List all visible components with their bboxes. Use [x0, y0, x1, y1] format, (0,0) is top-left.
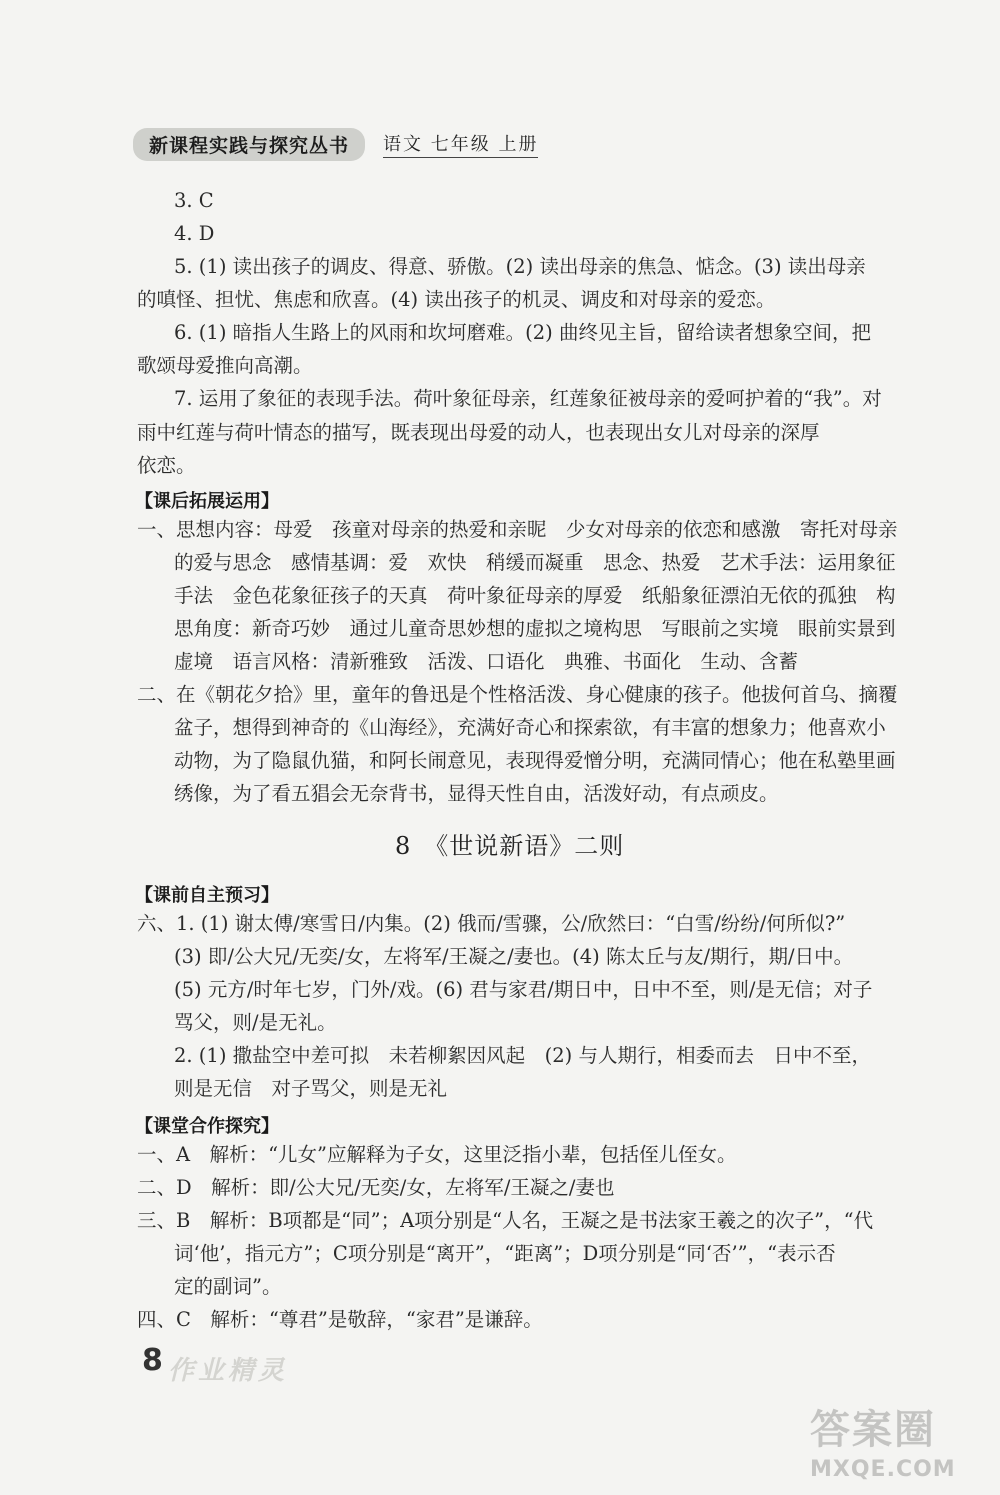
- answer-line: 3. C: [174, 189, 214, 212]
- watermark-url: MXQE.COM: [810, 1457, 956, 1482]
- answer-line: 动物，为了隐鼠仇猫，和阿长闹意见，表现得爱憎分明，充满同情心；他在私塾里画: [174, 749, 896, 772]
- answer-line: 三、B 解析：B项都是“同”；A项分别是“人名，王凝之是书法家王羲之的次子”，“代: [137, 1209, 874, 1232]
- section-heading: 【课前自主预习】: [135, 885, 279, 906]
- answer-line: 虚境 语言风格：清新雅致 活泼、口语化 典雅、书面化 生动、含蓄: [174, 650, 799, 673]
- answer-line: 骂父，则/是无礼。: [174, 1011, 337, 1034]
- answer-line: 一、A 解析：“儿女”应解释为子女，这里泛指小辈，包括侄儿侄女。: [137, 1143, 737, 1166]
- section-heading: 【课堂合作探究】: [135, 1116, 279, 1137]
- answer-line: (3) 即/公大兄/无奕/女，左将军/王凝之/妻也。(4) 陈太丘与友/期行，期/日中。: [174, 945, 854, 968]
- answer-line: 依恋。: [137, 454, 196, 477]
- answer-line: 四、C 解析：“尊君”是敬辞，“家君”是谦辞。: [137, 1308, 543, 1331]
- answer-line: 词‘他’，指元方”；C项分别是“离开”，“距离”；D项分别是“同‘否’”，“表示否: [174, 1242, 836, 1265]
- series-title: 新课程实践与探究丛书: [133, 128, 365, 161]
- answer-line: 绣像，为了看五猖会无奈背书，显得天性自由，活泼好动，有点顽皮。: [174, 782, 779, 805]
- answer-line: 歌颂母爱推向高潮。: [137, 354, 313, 377]
- answer-line: 6. (1) 暗指人生路上的风雨和坎坷磨难。(2) 曲终见主旨，留给读者想象空间，把: [174, 321, 871, 344]
- page-number: 8: [142, 1343, 163, 1378]
- watermark-text: 答案圈: [810, 1407, 936, 1453]
- answer-line: 二、D 解析：即/公大兄/无奕/女，左将军/王凝之/妻也: [137, 1176, 615, 1199]
- answer-line: 的嗔怪、担忧、焦虑和欣喜。(4) 读出孩子的机灵、调皮和对母亲的爱恋。: [137, 288, 776, 311]
- answer-line: 二、在《朝花夕拾》里，童年的鲁迅是个性格活泼、身心健康的孩子。他拔何首乌、摘覆: [137, 683, 898, 706]
- page-header: [133, 130, 538, 158]
- watermark-logo: 作业精灵: [168, 1356, 289, 1386]
- answer-line: 则是无信 对子骂父，则是无礼: [174, 1077, 448, 1100]
- answer-line: 雨中红莲与荷叶情态的描写，既表现出母爱的动人，也表现出女儿对母亲的深厚: [137, 421, 820, 444]
- section-heading: 【课后拓展运用】: [135, 491, 279, 512]
- answer-line: (5) 元方/时年七岁，门外/戏。(6) 君与家君/期日中，日中不至，则/是无信；对子: [174, 978, 873, 1001]
- answer-line: 5. (1) 读出孩子的调皮、得意、骄傲。(2) 读出母亲的焦急、惦念。(3) 读出母亲: [174, 255, 866, 278]
- answer-line: 手法 金色花象征孩子的天真 荷叶象征母亲的厚爱 纸船象征漂泊无依的孤独 构: [174, 584, 896, 607]
- lesson-title: 8 《世说新语》二则: [395, 832, 625, 860]
- answer-line: 4. D: [174, 222, 215, 245]
- subject-grade: 语文 七年级 上册: [383, 130, 538, 158]
- answer-line: 思角度：新奇巧妙 通过儿童奇思妙想的虚拟之境构思 写眼前之实境 眼前实景到: [174, 617, 896, 640]
- answer-line: 定的副词”。: [174, 1275, 282, 1298]
- watermark-stamp: [810, 1398, 980, 1482]
- answer-line: 一、思想内容：母爱 孩童对母亲的热爱和亲昵 少女对母亲的依恋和感激 寄托对母亲: [137, 518, 898, 541]
- answer-line: 2. (1) 撒盐空中差可拟 未若柳絮因风起 (2) 与人期行，相委而去 日中不至，: [174, 1044, 871, 1067]
- answer-line: 的爱与思念 感情基调：爱 欢快 稍缓而凝重 思念、热爱 艺术手法：运用象征: [174, 551, 896, 574]
- answer-line: 六、1. (1) 谢太傅/寒雪日/内集。(2) 俄而/雪骤，公/欣然曰：“白雪/纷纷/何所似?”: [137, 912, 846, 935]
- answer-line: 7. 运用了象征的表现手法。荷叶象征母亲，红莲象征被母亲的爱呵护着的“我”。对: [174, 387, 882, 410]
- answer-line: 盆子，想得到神奇的《山海经》，充满好奇心和探索欲，有丰富的想象力；他喜欢小: [174, 716, 886, 739]
